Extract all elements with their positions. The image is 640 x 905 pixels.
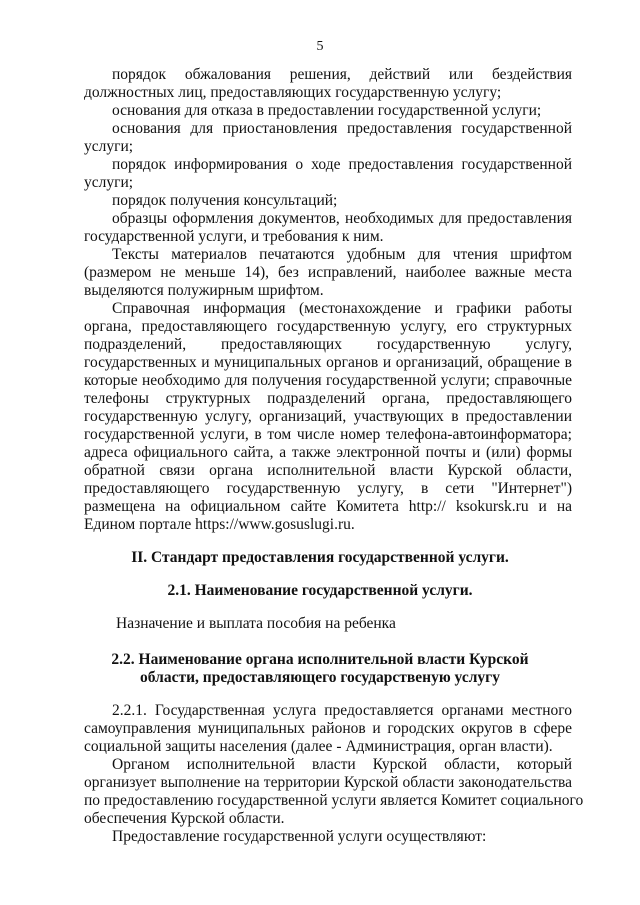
paragraph-line: порядок получения консультаций; bbox=[112, 192, 338, 209]
subsection-heading: 2.2. Наименование органа исполнительной власти Курской bbox=[111, 651, 529, 668]
paragraph-line: Органом исполнительной власти Курской области, который bbox=[112, 756, 572, 773]
paragraph-line: государственную услугу, организаций, участвующих в предоставлении bbox=[84, 408, 572, 425]
paragraph-line: предоставляющего государственную услугу, в сети "Интернет") bbox=[84, 480, 572, 497]
paragraph-line: по предоставлению государственной услуги является Комитет социального bbox=[84, 792, 584, 809]
paragraph-line: обеспечения Курской области. bbox=[84, 810, 285, 827]
subsection-heading: 2.1. Наименование государственной услуги. bbox=[167, 582, 473, 599]
paragraph-line: обратной связи органа исполнительной власти Курской области, bbox=[84, 462, 572, 479]
page-number: 5 bbox=[316, 39, 324, 54]
paragraph-line: (размером не меньше 14), без исправлений, наиболее важные места bbox=[84, 264, 572, 281]
subsection-heading: области, предоставляющего государственую услугу bbox=[140, 669, 500, 686]
paragraph-line: основания для приостановления предоставления государственной bbox=[112, 120, 572, 137]
paragraph-line: Предоставление государственной услуги осуществляют: bbox=[112, 828, 487, 845]
paragraph-line: основания для отказа в предоставлении государственной услуги; bbox=[112, 102, 542, 119]
section-heading: II. Стандарт предоставления государственной услуги. bbox=[131, 549, 509, 566]
paragraph-line: 2.2.1. Государственная услуга предоставляется органами местного bbox=[112, 702, 572, 719]
paragraph-line: Тексты материалов печатаются удобным для чтения шрифтом bbox=[112, 246, 572, 263]
paragraph-line: самоуправления муниципальных районов и городских округов в сфере bbox=[84, 720, 572, 737]
paragraph-line: государственных и муниципальных органов и организаций, обращение в bbox=[84, 354, 572, 371]
paragraph-line: Справочная информация (местонахождение и графики работы bbox=[112, 300, 572, 317]
paragraph-line: подразделений, предоставляющих государственную услугу, bbox=[84, 336, 572, 353]
paragraph-line: адреса официального сайта, а также электронной почты и (или) формы bbox=[84, 444, 572, 461]
paragraph-line: Едином портале https://www.gosuslugi.ru. bbox=[84, 516, 355, 533]
paragraph-line: выделяются полужирным шрифтом. bbox=[84, 282, 324, 299]
paragraph-line: государственной услуги, в том числе номер телефона-автоинформатора; bbox=[84, 426, 572, 443]
paragraph-line: порядок информирования о ходе предоставления государственной bbox=[112, 156, 572, 173]
paragraph-line: социальной защиты населения (далее - Администрация, орган власти). bbox=[84, 738, 553, 755]
paragraph-line: размещена на официальном сайте Комитета http:// ksokursk.ru и на bbox=[84, 498, 572, 515]
paragraph-line: организует выполнение на территории Курской области законодательства bbox=[84, 774, 572, 791]
paragraph-line: услуги; bbox=[84, 138, 134, 155]
paragraph-line: органа, предоставляющего государственную услугу, его структурных bbox=[84, 318, 572, 335]
paragraph-line: должностных лиц, предоставляющих государственную услугу; bbox=[84, 84, 502, 101]
paragraph-line: образцы оформления документов, необходимых для предоставления bbox=[112, 210, 572, 227]
paragraph-line: государственной услуги, и требования к ним. bbox=[84, 228, 384, 245]
paragraph-line: телефоны структурных подразделений органа, предоставляющего bbox=[84, 390, 572, 407]
paragraph-line: услуги; bbox=[84, 174, 134, 191]
service-name: Назначение и выплата пособия на ребенка bbox=[116, 615, 396, 632]
paragraph-line: порядок обжалования решения, действий или бездействия bbox=[112, 66, 572, 83]
paragraph-line: которые необходимо для получения государственной услуги; справочные bbox=[84, 372, 572, 389]
